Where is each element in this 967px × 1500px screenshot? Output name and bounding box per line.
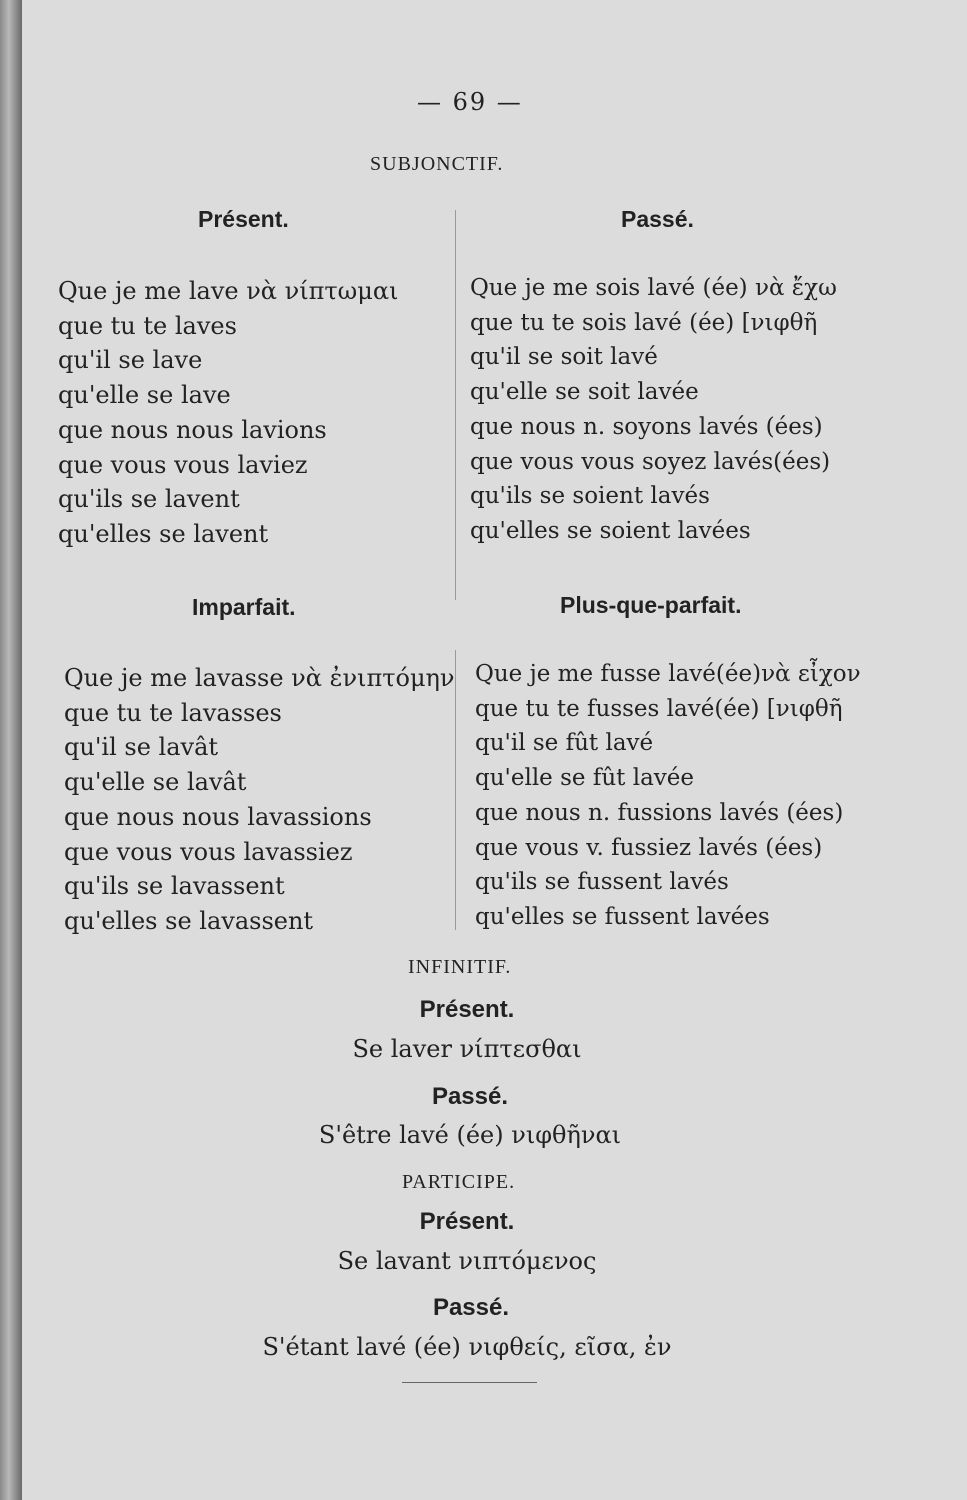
heading-participe-present: Présent. xyxy=(419,1208,515,1235)
book-page xyxy=(22,0,967,1500)
list-item: qu'elles se soient lavées xyxy=(470,517,751,544)
list-item: que nous nous lavions xyxy=(58,415,327,444)
list-item: qu'il se fût lavé xyxy=(475,730,654,757)
heading-plus-que-parfait: Plus-que-parfait. xyxy=(560,592,742,618)
participe-present-text: Se lavant νιπτόμενος xyxy=(337,1247,597,1275)
list-item: que tu te laves xyxy=(58,311,237,340)
heading-participe-passe: Passé. xyxy=(432,1294,510,1321)
list-item: qu'elle se lavât xyxy=(64,768,247,797)
list-item: Que je me fusse lavé(ée)νὰ εἶχον xyxy=(475,661,861,687)
end-rule xyxy=(402,1382,537,1383)
list-item: Que je me sois lavé (ée) νὰ ἔχω xyxy=(470,275,837,301)
list-item: qu'ils se fussent lavés xyxy=(475,869,729,896)
column-divider xyxy=(455,650,456,930)
list-item: que nous n. fussions lavés (ées) xyxy=(475,799,844,826)
list-item: qu'elle se fût lavée xyxy=(475,765,694,792)
section-title-participe: PARTICIPE. xyxy=(402,1171,516,1193)
book-gutter xyxy=(0,0,22,1500)
list-item: qu'elle se lave xyxy=(58,381,231,410)
list-item: que vous vous laviez xyxy=(58,450,308,479)
list-item: Que je me lavasse νὰ ἐνιπτόμην xyxy=(64,664,455,692)
list-item: que vous v. fussiez lavés (ées) xyxy=(475,834,823,861)
list-item: qu'elles se lavent xyxy=(58,519,269,548)
list-item: que nous n. soyons lavés (ées) xyxy=(470,413,823,440)
infinitif-present-text: Se laver νίπτεσθαι xyxy=(352,1035,582,1063)
conjugation-present xyxy=(58,274,398,552)
list-item: que nous nous lavassions xyxy=(64,802,372,831)
heading-present: Présent. xyxy=(198,206,289,232)
heading-infinitif-present: Présent. xyxy=(419,996,515,1023)
page-number: — 69 — xyxy=(417,88,523,116)
section-title-subjonctif: SUBJONCTIF. xyxy=(370,153,504,175)
list-item: qu'ils se lavent xyxy=(58,485,240,514)
list-item: qu'elles se fussent lavées xyxy=(475,903,770,930)
list-item: que vous vous soyez lavés(ées) xyxy=(470,448,831,475)
list-item: que tu te fusses lavé(ée) [νιφθῆ xyxy=(475,695,843,722)
list-item: qu'elles se lavassent xyxy=(64,906,314,935)
list-item: Que je me lave νὰ νίπτωμαι xyxy=(58,277,399,305)
conjugation-imparfait xyxy=(64,661,455,939)
column-divider xyxy=(455,210,456,600)
heading-passe: Passé. xyxy=(621,206,694,232)
list-item: qu'il se lavât xyxy=(64,733,219,762)
heading-infinitif-passe: Passé. xyxy=(431,1083,509,1110)
section-title-infinitif: INFINITIF. xyxy=(408,956,512,978)
heading-imparfait: Imparfait. xyxy=(192,594,296,620)
list-item: que tu te lavasses xyxy=(64,698,282,727)
list-item: qu'il se soit lavé xyxy=(470,344,658,371)
list-item: que tu te sois lavé (ée) [νιφθῆ xyxy=(470,309,818,336)
list-item: qu'ils se soient lavés xyxy=(470,483,710,510)
list-item: qu'il se lave xyxy=(58,346,203,375)
list-item: qu'ils se lavassent xyxy=(64,872,285,901)
participe-passe-text: S'étant lavé (ée) νιφθείς, εῖσα, ἐν xyxy=(262,1333,672,1361)
conjugation-passe xyxy=(470,271,837,549)
list-item: qu'elle se soit lavée xyxy=(470,379,699,406)
infinitif-passe-text: S'être lavé (ée) νιφθῆναι xyxy=(318,1121,622,1149)
conjugation-plus-que-parfait xyxy=(475,657,861,935)
list-item: que vous vous lavassiez xyxy=(64,837,353,866)
